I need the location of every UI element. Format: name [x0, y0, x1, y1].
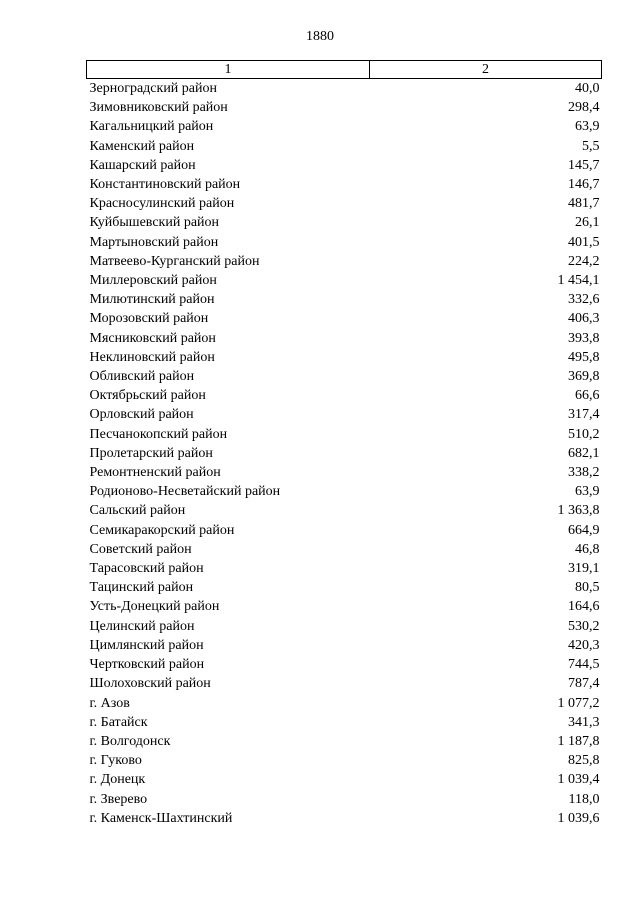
row-name-cell: Обливский район [89, 369, 195, 385]
row-value-cell: 26,1 [575, 215, 600, 231]
row-value-cell: 332,6 [568, 292, 600, 308]
table-row [87, 329, 602, 348]
row-name-cell: Песчанокопский район [89, 426, 228, 442]
table-row [87, 79, 602, 99]
table-row [87, 674, 602, 693]
table-row [87, 98, 602, 117]
table-row [87, 597, 602, 616]
row-value-cell: 5,5 [582, 138, 600, 154]
column-header-1: 1 [87, 61, 370, 79]
row-name-cell: Пролетарский район [89, 445, 213, 461]
table-row [87, 233, 602, 252]
table-row [87, 540, 602, 559]
row-value-cell: 393,8 [568, 330, 600, 346]
row-value-cell: 1 039,4 [557, 772, 600, 788]
row-value-cell: 145,7 [568, 157, 600, 173]
table-row [87, 175, 602, 194]
row-value-cell: 401,5 [568, 234, 600, 250]
row-name-cell: г. Батайск [89, 714, 148, 730]
row-name-cell: г. Гуково [89, 753, 142, 769]
row-value-cell: 317,4 [568, 407, 600, 423]
row-value-cell: 406,3 [568, 311, 600, 327]
row-value-cell: 481,7 [568, 196, 600, 212]
table-row [87, 194, 602, 213]
table-row [87, 386, 602, 405]
row-name-cell: Семикаракорский район [89, 522, 235, 538]
row-name-cell: Неклиновский район [89, 349, 215, 365]
row-name-cell: Морозовский район [89, 311, 209, 327]
column-header-2: 2 [370, 61, 602, 79]
row-value-cell: 682,1 [568, 445, 600, 461]
row-value-cell: 298,4 [568, 100, 600, 116]
table-row [87, 732, 602, 751]
row-name-cell: г. Азов [89, 695, 130, 711]
row-name-cell: Ремонтненский район [89, 465, 221, 481]
table-row [87, 578, 602, 597]
table-row [87, 501, 602, 520]
row-value-cell: 510,2 [568, 426, 600, 442]
table-row [87, 694, 602, 713]
table-row [87, 751, 602, 770]
row-value-cell: 369,8 [568, 369, 600, 385]
table-row [87, 367, 602, 386]
row-name-cell: Советский район [89, 541, 192, 557]
row-name-cell: Целинский район [89, 618, 195, 634]
row-name-cell: Каменский район [89, 138, 195, 154]
row-name-cell: г. Донецк [89, 772, 146, 788]
table-row [87, 271, 602, 290]
row-name-cell: Тацинский район [89, 580, 194, 596]
table-row [87, 713, 602, 732]
table-row [87, 790, 602, 809]
table-row [87, 636, 602, 655]
row-value-cell: 530,2 [568, 618, 600, 634]
table-row [87, 770, 602, 789]
row-name-cell: Мартыновский район [89, 234, 219, 250]
table-header-row [87, 61, 602, 79]
table-row [87, 444, 602, 463]
row-value-cell: 63,9 [575, 119, 600, 135]
row-name-cell: Октябрьский район [89, 388, 206, 404]
row-name-cell: Матвеево-Курганский район [89, 253, 260, 269]
row-value-cell: 664,9 [568, 522, 600, 538]
row-value-cell: 825,8 [568, 753, 600, 769]
row-name-cell: Кагальницкий район [89, 119, 214, 135]
row-value-cell: 80,5 [575, 580, 600, 596]
row-name-cell: Родионово-Несветайский район [89, 484, 281, 500]
data-table [86, 60, 602, 828]
row-value-cell: 224,2 [568, 253, 600, 269]
table-row [87, 559, 602, 578]
table-row [87, 117, 602, 136]
row-name-cell: Куйбышевский район [89, 215, 220, 231]
row-name-cell: Орловский район [89, 407, 194, 423]
row-name-cell: Кашарский район [89, 157, 196, 173]
row-name-cell: Милютинский район [89, 292, 215, 308]
row-name-cell: Тарасовский район [89, 561, 204, 577]
table-header [87, 61, 602, 79]
row-value-cell: 319,1 [568, 561, 600, 577]
table-row [87, 348, 602, 367]
row-name-cell: Зимовниковский район [89, 100, 228, 116]
row-value-cell: 341,3 [568, 714, 600, 730]
row-name-cell: Сальский район [89, 503, 186, 519]
table-row [87, 309, 602, 328]
row-name-cell: г. Волгодонск [89, 733, 171, 749]
row-name-cell: Мясниковский район [89, 330, 216, 346]
row-value-cell: 1 077,2 [557, 695, 600, 711]
row-name-cell: г. Каменск-Шахтинский [89, 810, 233, 826]
table-row [87, 405, 602, 424]
row-name-cell: г. Зверево [89, 791, 148, 807]
row-value-cell: 744,5 [568, 657, 600, 673]
row-value-cell: 495,8 [568, 349, 600, 365]
table-row [87, 617, 602, 636]
table-body [87, 79, 602, 828]
row-name-cell: Зерноградский район [89, 81, 217, 96]
table-row [87, 482, 602, 501]
row-value-cell: 420,3 [568, 637, 600, 653]
row-name-cell: Чертковский район [89, 657, 205, 673]
table-row [87, 521, 602, 540]
table-row [87, 137, 602, 156]
row-name-cell: Шолоховский район [89, 676, 211, 692]
table-row [87, 290, 602, 309]
row-name-cell: Красносулинский район [89, 196, 235, 212]
row-value-cell: 1 363,8 [557, 503, 600, 519]
table-row [87, 252, 602, 271]
row-value-cell: 164,6 [568, 599, 600, 615]
table-row [87, 655, 602, 674]
row-value-cell: 787,4 [568, 676, 600, 692]
table-row [87, 213, 602, 232]
row-value-cell: 1 039,6 [557, 810, 600, 826]
row-value-cell: 1 187,8 [557, 733, 600, 749]
row-value-cell: 338,2 [568, 465, 600, 481]
table-row [87, 156, 602, 175]
page-number: 1880 [306, 29, 334, 44]
row-value-cell: 46,8 [575, 541, 600, 557]
row-value-cell: 63,9 [575, 484, 600, 500]
row-name-cell: Константиновский район [89, 177, 241, 193]
row-value-cell: 40,0 [575, 81, 600, 96]
row-value-cell: 118,0 [568, 791, 600, 807]
row-name-cell: Миллеровский район [89, 273, 217, 289]
row-value-cell: 146,7 [568, 177, 600, 193]
table-row [87, 463, 602, 482]
row-value-cell: 1 454,1 [557, 273, 600, 289]
row-name-cell: Усть-Донецкий район [89, 599, 220, 615]
row-name-cell: Цимлянский район [89, 637, 204, 653]
table-row [87, 809, 602, 828]
row-value-cell: 66,6 [575, 388, 600, 404]
table-row [87, 425, 602, 444]
